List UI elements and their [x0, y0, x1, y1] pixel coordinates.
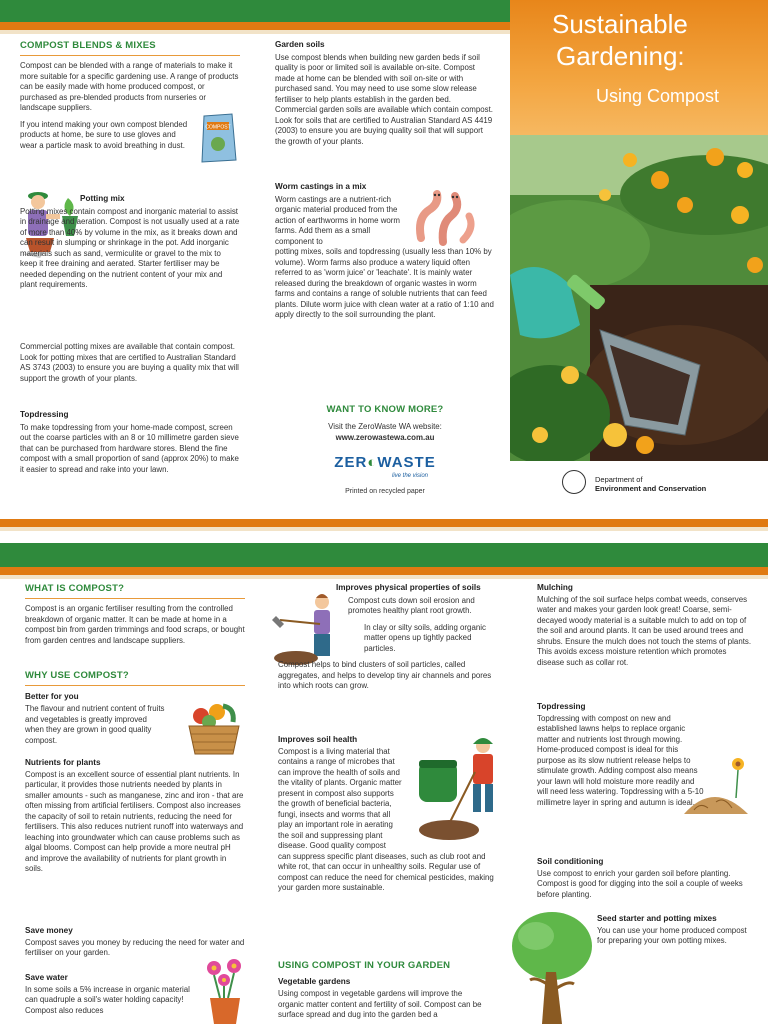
top-stripe-cream: [0, 30, 510, 34]
worm-castings-text-2: potting mixes, soils and topdressing (usually less than 10% by volume). Worm farms also produce a watery liquid often referred to as 'worm juice' or 'leachate'. It is mainly water released during the breakdown of organic wastes in worm farms and contains a range of soluble nutrients that can feed plants. Dilute worm juice with clean water at a ratio of 1:10 and apply directly to the soil surrounding the plant.: [275, 247, 494, 320]
page2-stripe-orange: [0, 567, 768, 575]
garden-soils-title: Garden soils: [275, 40, 325, 49]
compost-blends-text: Compost can be blended with a range of materials to make it more suitable for a specific gardening use. A range of products can be easily made with home produced compost, or purchased as pre-blended products from nurseries or landscape suppliers.: [20, 61, 239, 113]
soil-conditioning-title: Soil conditioning: [537, 857, 604, 866]
using-compost-section: [278, 960, 488, 1021]
worms-illustration: [415, 188, 479, 248]
topdressing-title: Topdressing: [20, 410, 69, 419]
logo-tagline: live the vision: [391, 472, 429, 479]
cover-panel: [510, 0, 768, 505]
soil-conditioning-section: [537, 857, 752, 900]
soil-conditioning-text: Use compost to enrich your garden soil before planting. Compost is good for digging into the soil a couple of weeks before planting.: [537, 868, 743, 899]
soil-health-text-1: Compost is a living material that contains a range of microbes that can improve the health of soils and the vitality of plants. Organic matter present in compost also supports the growth of beneficial bacteria, fungi, insects and worms that all play an important role in aerating the soil and suppressing plant disease. Good quality compost: [278, 746, 402, 851]
top-stripe-orange: [0, 22, 510, 30]
better-for-you-title: Better for you: [25, 692, 79, 702]
potting-mix-title: Potting mix: [80, 194, 125, 203]
physical-properties-section: [278, 583, 498, 692]
compost-blends-heading: COMPOST BLENDS & MIXES: [20, 40, 240, 56]
garden-soils-section: [275, 40, 495, 147]
vegetable-basket-illustration: [183, 700, 245, 760]
vegetable-gardens-text: Using compost in vegetable gardens will improve the organic matter content and fertility of soil. Compost can be surface spread and dug into the garden bed a: [278, 989, 482, 1019]
seed-starter-text: You can use your home produced compost for preparing your own potting mixes.: [597, 925, 747, 946]
physical-properties-text-1: Compost cuts down soil erosion and promotes healthy plant root growth.: [348, 595, 475, 616]
mulching-title: Mulching: [537, 583, 573, 592]
commercial-potting-section: [20, 342, 240, 384]
page2-gap: [0, 531, 768, 543]
top-stripe-green: [0, 0, 510, 22]
nutrients-title: Nutrients for plants: [25, 758, 101, 767]
topdressing-section: [20, 410, 240, 475]
seed-starter-title: Seed starter and potting mixes: [597, 914, 717, 923]
compost-blends-text-2: If you intend making your own compost blended products at home, be sure to use gloves and wear a particle mask to avoid breathing in dust.: [20, 119, 188, 150]
visit-text: Visit the ZeroWaste WA website:: [328, 422, 442, 432]
potting-mix-text: Potting mixes contain compost and inorganic material to assist in drainage and aeration. Compost is not usually used at a rate of more than 40% by volume in the mix, as it breaks down and can result in slumping or shrinkage in the pot. Add inorganic materials such as sand, vermiculite or gravel to the mix to keep it free draining and aerated. Starter fertiliser may be needed depending on the nutrient content of your mix and plant requirements.: [20, 206, 240, 290]
garden-soils-text: Use compost blends when building new garden beds if soil quality is poor or limited soil is available on-site. Compost made at home can be blended with soil on-site or with purchased sand. You may need to use some slow release fertiliser to help plants establish in the garden bed. Commercial garden soils are available which contain compost. Look for soils that are certified to Australian Standard AS 4419 (2003) to ensure you are buying quality soil that will support the growth of your plants.: [275, 52, 493, 146]
physical-properties-text-3: Compost helps to bind clusters of soil particles, called aggregates, and helps to develop tiny air channels and pores into which roots can grow.: [278, 660, 492, 691]
physical-properties-text-2: In clay or silty soils, adding organic matter opens up tightly packed particles.: [364, 622, 486, 653]
save-money-text: Compost saves you money by reducing the need for water and fertiliser on your garden.: [25, 937, 245, 958]
worm-castings-text-1: Worm castings are a nutrient-rich organic material produced from the action of earthworms in home worm farms. Add them as a small component to: [275, 194, 400, 246]
cover-title-1: Sustainable: [552, 9, 688, 39]
cover-subtitle: Using Compost: [596, 86, 720, 106]
dept-line-2: Environment and Conservation: [595, 484, 707, 493]
why-use-compost-heading: WHY USE COMPOST?: [25, 670, 245, 686]
mulching-text: Mulching of the soil surface helps combat weeds, conserves water and makes your garden look great! Coarse, semi-decayed woody material is a suitable mulch to add on top of the soil and around plants. It can be used around trees and shrubs. Ensure the mulch does not touch the stems of plants. This avoids excess moisture retention which promotes disease such as collar rot.: [537, 594, 752, 667]
dept-logo: [562, 468, 762, 498]
worm-castings-title: Worm castings in a mix: [275, 182, 367, 191]
know-more-block: [275, 404, 495, 496]
cover-garden-photo: [510, 135, 768, 461]
page2-stripe-green: [0, 543, 768, 567]
website-link[interactable]: www.zerowastewa.com.au: [335, 432, 435, 442]
logo-zero: ZER: [334, 454, 368, 472]
flower-pot-illustration: [200, 958, 250, 1024]
soil-health-text-2: can suppress specific plant diseases, such as club root and white rot, that can occur in unhealthy soils. Regular use of compost can reduce the need for chemical pesticides, making your garden more sustainable.: [278, 851, 494, 893]
cover-title-2: Gardening:: [556, 41, 685, 71]
soil-health-title: Improves soil health: [278, 735, 358, 744]
compost-bin-illustration: [415, 732, 505, 842]
compost-bag-image: [198, 112, 238, 164]
better-for-you-text: The flavour and nutrient content of fruits and vegetables is greatly improved when they are grown in good quality compost.: [25, 704, 165, 745]
save-water-section: [25, 973, 195, 1016]
seed-starter-section: [597, 914, 757, 947]
what-is-compost-heading: WHAT IS COMPOST?: [25, 583, 245, 599]
dept-line-1: Department of: [595, 475, 643, 484]
save-money-section: [25, 926, 245, 959]
dept-crest-icon: [562, 470, 586, 494]
bag-label: COMPOST: [205, 124, 231, 131]
potting-mix-section: [20, 194, 240, 291]
topdressing-2-title: Topdressing: [537, 702, 586, 711]
commercial-potting-text: Commercial potting mixes are available that contain compost. Look for potting mixes that are certified to Australian Standard AS 3743 (2003) to ensure you are buying a quality mix that will support the growth of your plants.: [20, 342, 239, 383]
tree-illustration: [506, 906, 598, 1024]
what-is-compost-text: Compost is an organic fertiliser resulting from the controlled breakdown of organic matter. It can be made at home in a compost bin from garden trimmings and food scraps, or bought from garden centres and landscape suppliers.: [25, 604, 245, 645]
mulching-section: [537, 583, 752, 668]
what-is-compost-section: [25, 583, 245, 646]
logo-waste: WASTE: [377, 454, 436, 472]
physical-properties-title: Improves physical properties of soils: [336, 583, 481, 592]
topdressing-2-text: Topdressing with compost on new and established lawns helps to replace organic matter and nutrients lost through mowing. Home-produced compost is ideal for this purpose as its slow nutrient release helps to stimulate growth. Adding compost also means your lawn will hold moisture more readily and will need less watering. Topdressing with a 5-10 millimetre layer in spring and autumn is ideal.: [537, 713, 704, 807]
save-water-title: Save water: [25, 973, 68, 982]
compost-blends-section: [20, 40, 240, 151]
nutrients-text: Compost is an excellent source of essential plant nutrients. In particular, it provides those nutrients needed by plants in smaller amounts - such as manganese, zinc and iron - that are often missing from artificial fertilisers. Compost also increases the capacity of soil to retain nutrients, reducing the need for fertilisers. This also reduces nutrient runoff into waterways and leaching into groundwater which can cause problems such as algal blooms. Compost can help provide a more neutral pH and improve the availability of nutrients for plant growth in soils.: [25, 769, 244, 874]
compost-pile-illustration: [680, 750, 752, 820]
zerowaste-logo: [275, 453, 495, 473]
page-divider: [0, 505, 768, 519]
recycled-text: Printed on recycled paper: [345, 487, 425, 495]
page2-stripe-orange-top: [0, 519, 768, 527]
logo-o-icon: ◐: [367, 454, 378, 472]
topdressing-text: To make topdressing from your home-made compost, screen out the coarse particles with an 8 or 10 millimetre garden sieve that can be purchased from hardware stores. Blend the fine compost with a small proportion of sand (approx 20%) to make it easier to spread and rake into your lawn.: [20, 422, 239, 474]
vegetable-gardens-title: Vegetable gardens: [278, 977, 351, 987]
page2-stripe-cream: [0, 575, 768, 579]
save-water-text: In some soils a 5% increase in organic material can quadruple a soil's water holding capacity! Compost also reduces: [25, 984, 190, 1015]
save-money-title: Save money: [25, 926, 73, 935]
know-more-heading: WANT TO KNOW MORE?: [326, 404, 444, 415]
using-compost-heading: USING COMPOST IN YOUR GARDEN: [278, 960, 451, 971]
cover-header: [510, 0, 768, 135]
nutrients-section: [25, 758, 245, 875]
